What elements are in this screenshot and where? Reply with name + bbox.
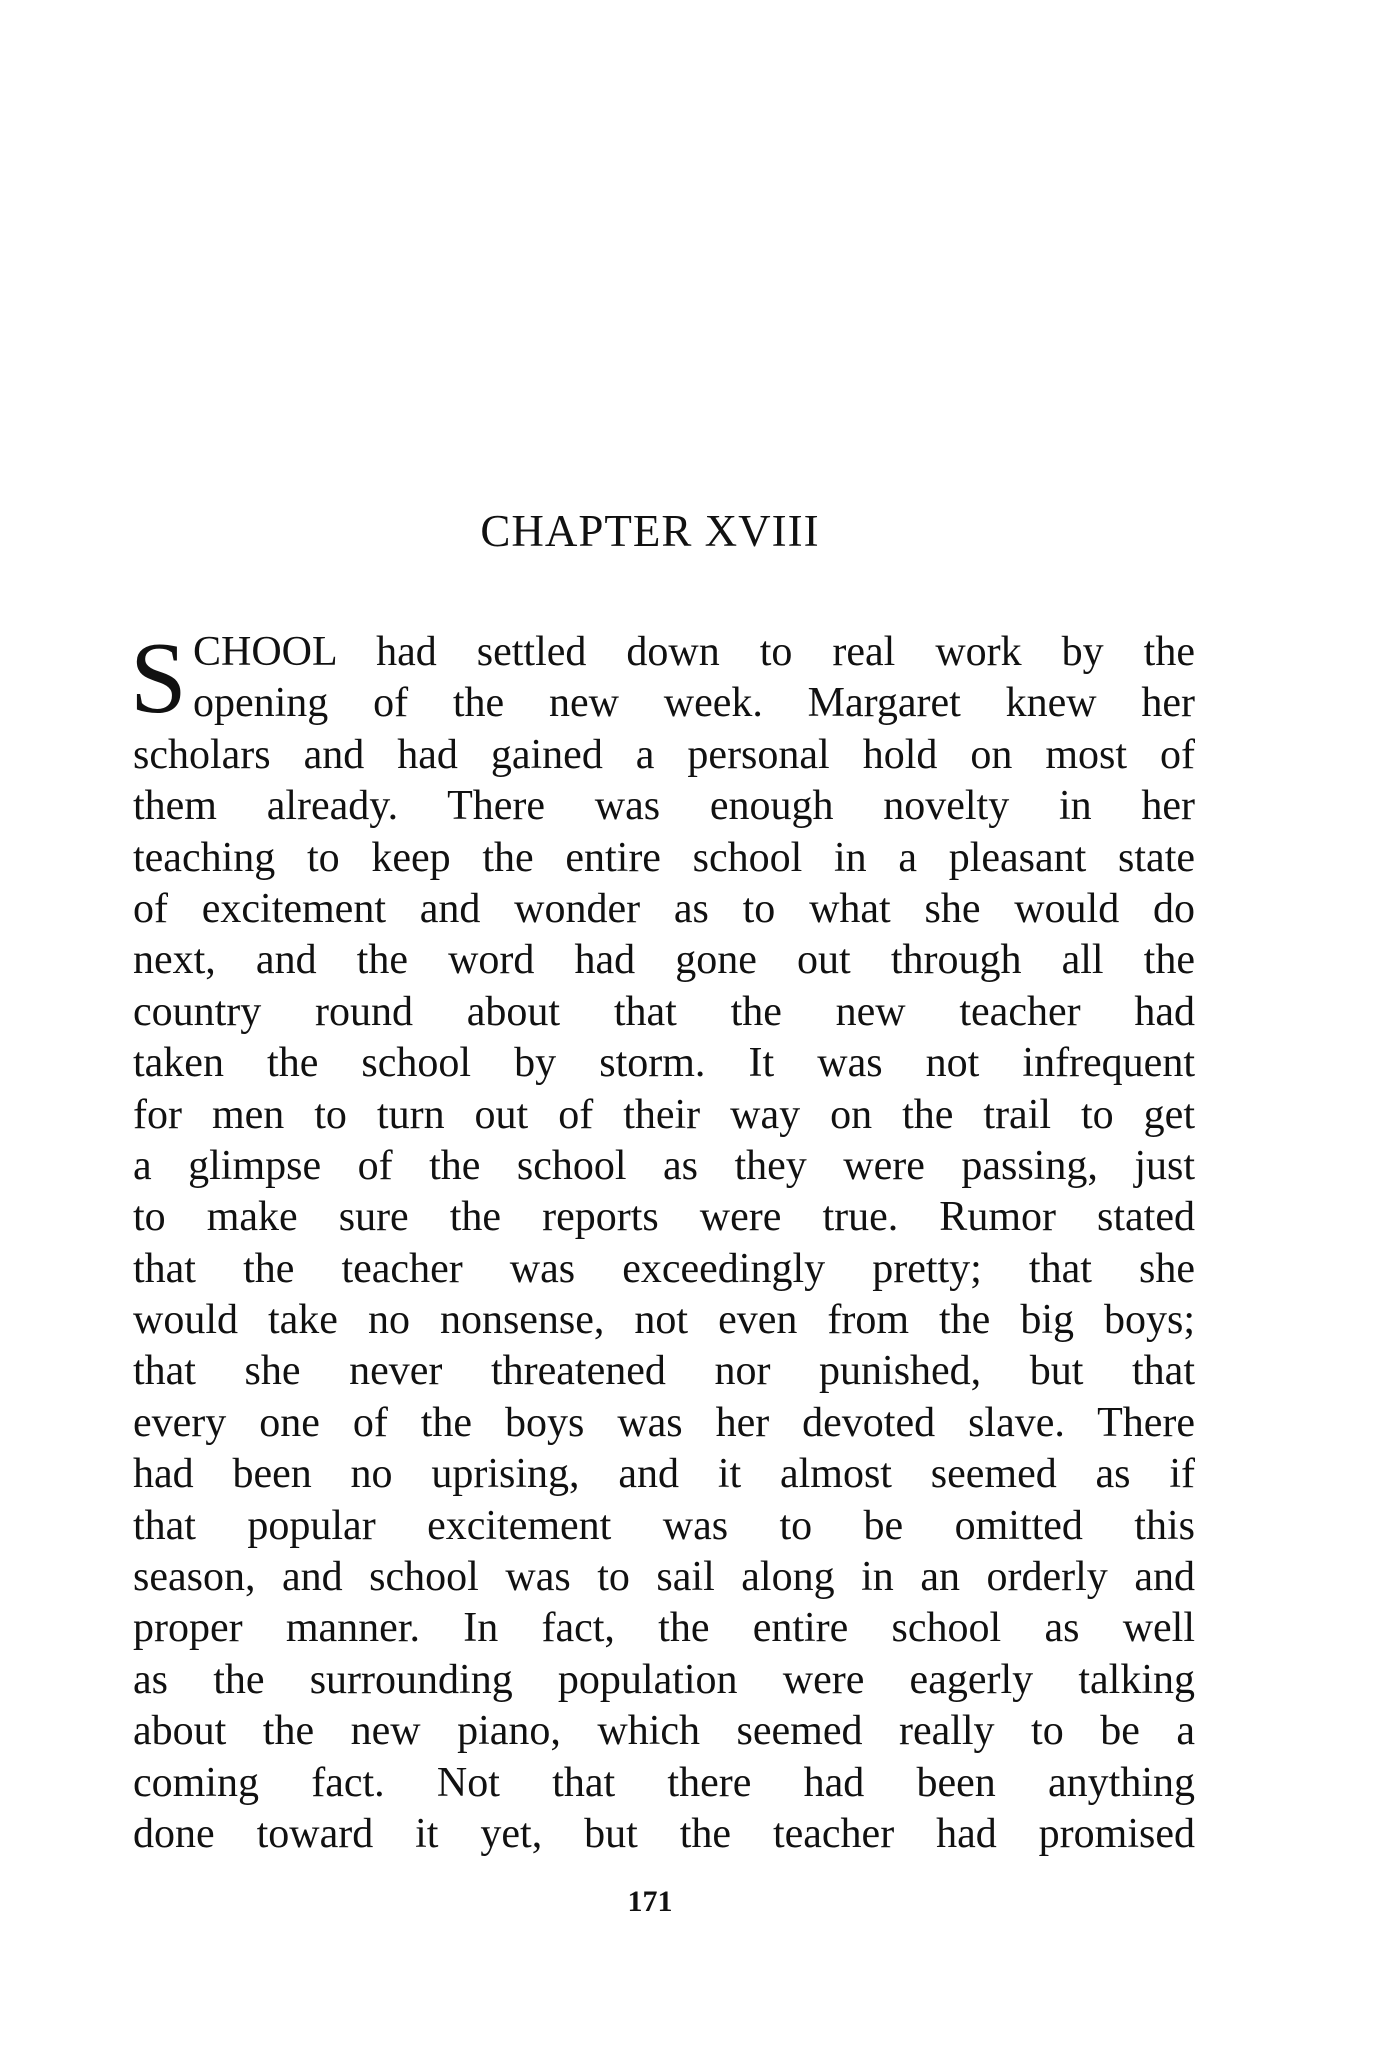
- chapter-heading: CHAPTER XVIII: [480, 506, 820, 556]
- text-line: for men to turn out of their way on the trail to get: [133, 1091, 1195, 1138]
- text-line: teaching to keep the entire school in a pleasant state: [133, 834, 1195, 881]
- text-line: that popular excitement was to be omitted this: [133, 1502, 1195, 1549]
- text-line: about the new piano, which seemed really to be a: [133, 1708, 1195, 1755]
- text-line: opening of the new week. Margaret knew her: [193, 680, 1195, 727]
- chapter-body-text: [133, 627, 1195, 1860]
- text-line: proper manner. In fact, the entire school as well: [133, 1605, 1195, 1652]
- text-line: would take no nonsense, not even from the big boys;: [133, 1297, 1195, 1344]
- text-line: taken the school by storm. It was not infrequent: [133, 1040, 1195, 1087]
- text-line: had been no uprising, and it almost seemed as if: [133, 1451, 1195, 1498]
- text-line: as the surrounding population were eagerly talking: [133, 1656, 1195, 1703]
- text-line: scholars and had gained a personal hold on most of: [133, 731, 1195, 778]
- page-number: 171: [627, 1885, 673, 1918]
- text-line: coming fact. Not that there had been anything: [133, 1759, 1195, 1806]
- text-line: every one of the boys was her devoted slave. There: [133, 1399, 1195, 1446]
- text-line: next, and the word had gone out through all the: [133, 937, 1195, 984]
- text-line: CHOOL had settled down to real work by the: [193, 629, 1195, 675]
- text-line: season, and school was to sail along in an orderly and: [133, 1554, 1195, 1601]
- text-line: that she never threatened nor punished, but that: [133, 1348, 1195, 1395]
- text-line: country round about that the new teacher had: [133, 988, 1195, 1035]
- text-line: done toward it yet, but the teacher had promised: [133, 1810, 1195, 1857]
- drop-cap-letter: S: [130, 622, 187, 735]
- text-line: them already. There was enough novelty in her: [133, 783, 1195, 830]
- text-line: to make sure the reports were true. Rumor stated: [133, 1194, 1195, 1241]
- text-line: a glimpse of the school as they were passing, just: [133, 1142, 1195, 1189]
- text-line: of excitement and wonder as to what she would do: [133, 885, 1195, 932]
- text-line: that the teacher was exceedingly pretty; that she: [133, 1245, 1195, 1292]
